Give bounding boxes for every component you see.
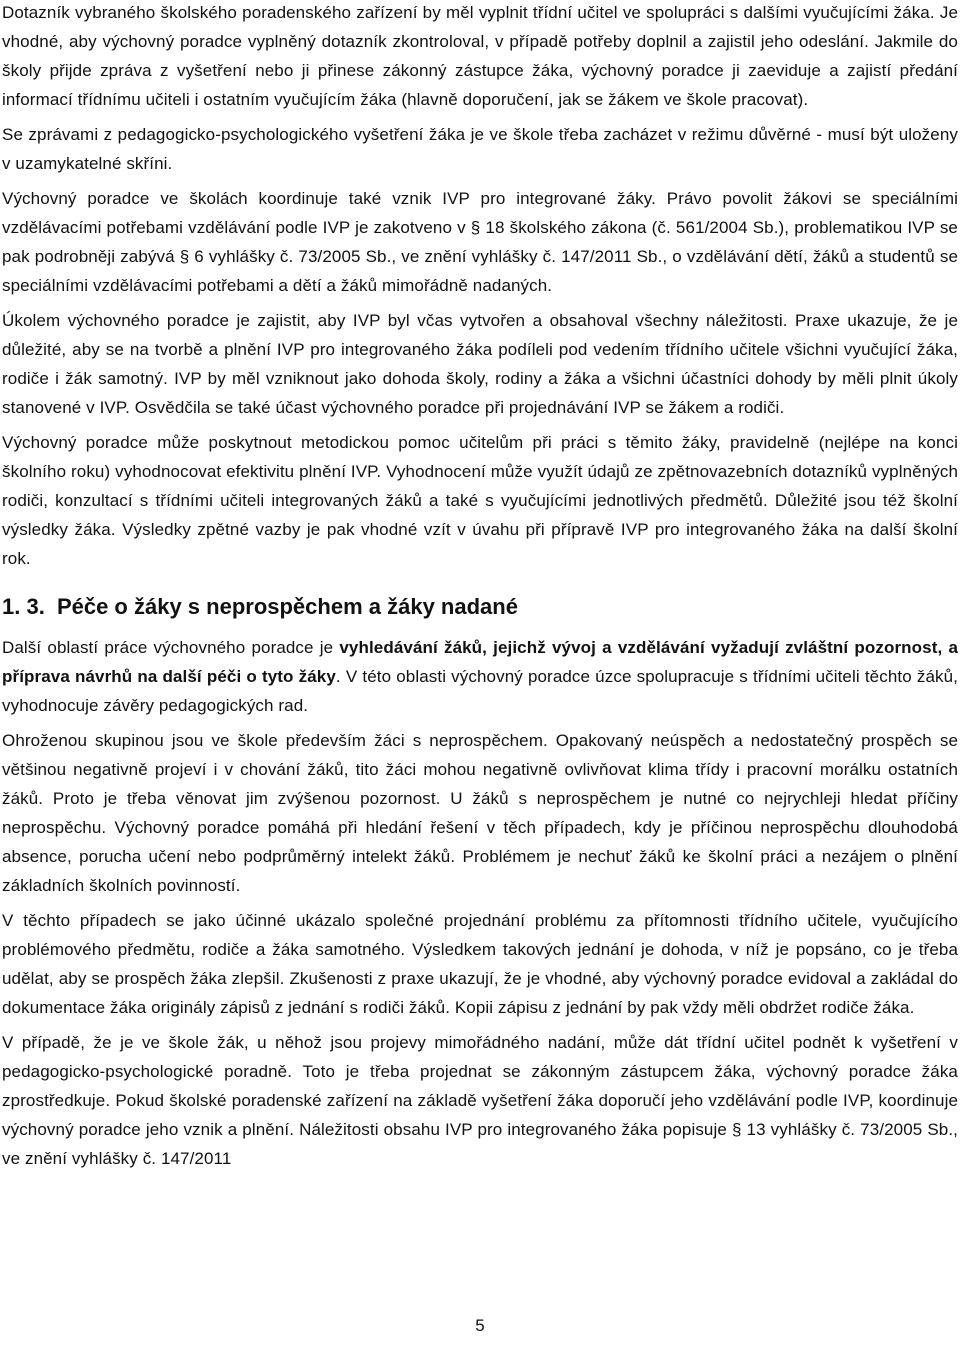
- page-number: 5: [475, 1316, 485, 1335]
- intro-bold-text: vyhledávání žáků, jejichž vývoj a vzdělávání vyžadují zvláštní pozornost, a příprava návrhů na další péči o tyto žáky: [2, 638, 958, 686]
- paragraph: Úkolem výchovného poradce je zajistit, aby IVP byl včas vytvořen a obsahoval všechny náležitosti. Praxe ukazuje, že je důležité, aby se na tvorbě a plnění IVP pro integrovaného žáka podíleli pod vedením třídního učitele všichni vyučující žáka, rodiče i žák samotný. IVP by měl vzniknout jako dohoda školy, rodiny a žáka a všichni účastníci dohody by měli plnit úkoly stanovené v IVP. Osvědčila se také účast výchovného poradce při projednávání IVP se žákem a rodiči.: [2, 311, 958, 417]
- intro-tail-text: . V této oblasti výchovný poradce úzce spolupracuje s třídními učiteli těchto žáků, vyhodnocuje závěry pedagogických rad.: [2, 667, 958, 715]
- section-heading: [2, 591, 958, 623]
- paragraph: V těchto případech se jako účinné ukázalo společné projednání problému za přítomnosti třídního učitele, vyučujícího problémového předmětu, rodiče a žáka samotného. Výsledkem takových jednání je dohoda, v níž je popsáno, co je třeba udělat, aby se prospěch žáka zlepšil. Zkušenosti z praxe ukazují, že je vhodné, aby výchovný poradce evidoval a zakládal do dokumentace žáka originály zápisů z jednání s rodiči žáků. Kopii zápisu z jednání by pak vždy měli obdržet rodiče žáka.: [2, 911, 958, 1017]
- paragraph: Ohroženou skupinou jsou ve škole především žáci s neprospěchem. Opakovaný neúspěch a nedostatečný prospěch se většinou negativně projeví i v chování žáků, tito žáci mohou negativně ovlivňovat klima třídy i pracovní morálku ostatních žáků. Proto je třeba věnovat jim zvýšenou pozornost. U žáků s neprospěchem je nutné co nejrychleji hledat příčiny neprospěchu. Výchovný poradce pomáhá při hledání řešení v těch případech, kdy je příčinou neprospěchu dlouhodobá absence, porucha učení nebo podprůměrný intelekt žáků. Problémem je nechuť žáků ke školní práci a nezájem o plnění základních školních povinností.: [2, 731, 958, 895]
- section-number: 1. 3.: [2, 594, 45, 619]
- section-title: Péče o žáky s neprospěchem a žáky nadané: [56, 594, 518, 619]
- paragraph: Dotazník vybraného školského poradenského zařízení by měl vyplnit třídní učitel ve spolupráci s dalšími vyučujícími žáka. Je vhodné, aby výchovný poradce vyplněný dotazník zkontroloval, v případě potřeby doplnil a zajistil jeho odeslání. Jakmile do školy přijde zpráva z vyšetření nebo ji přinese zákonný zástupce žáka, výchovný poradce ji zaeviduje a zajistí předání informací třídnímu učiteli i ostatním vyučujícím žáka (hlavně doporučení, jak se žákem ve škole pracovat).: [2, 3, 958, 109]
- paragraph: Výchovný poradce může poskytnout metodickou pomoc učitelům při práci s těmito žáky, pravidelně (nejlépe na konci školního roku) vyhodnocovat efektivitu plnění IVP. Vyhodnocení může využít údajů ze zpětnovazebních dotazníků vyplněných rodiči, konzultací s třídními učiteli integrovaných žáků a také s vyučujícími jednotlivých předmětů. Důležité jsou též školní výsledky žáka. Výsledky zpětné vazby je pak vhodné vzít v úvahu při přípravě IVP pro integrovaného žáka na další školní rok.: [2, 433, 958, 568]
- intro-lead-text: Další oblastí práce výchovného poradce je: [2, 638, 340, 657]
- page-content: [2, 0, 958, 1179]
- paragraph: V případě, že je ve škole žák, u něhož jsou projevy mimořádného nadání, může dát třídní učitel podnět k vyšetření v pedagogicko-psychologické poradně. Toto je třeba projednat se zákonným zástupcem žáka, výchovný poradce žáka zprostředkuje. Pokud školské poradenské zařízení na základě vyšetření žáka doporučí jeho vzdělávání podle IVP, koordinuje výchovný poradce jeho vznik a plnění. Náležitosti obsahu IVP pro integrovaného žáka popisuje § 13 vyhlášky č. 73/2005 Sb., ve znění vyhlášky č. 147/2011: [2, 1033, 958, 1168]
- paragraph: Výchovný poradce ve školách koordinuje také vznik IVP pro integrované žáky. Právo povolit žákovi se speciálními vzdělávacími potřebami vzdělávání podle IVP je zakotveno v § 18 školského zákona (č. 561/2004 Sb.), problematikou IVP se pak podrobněji zabývá § 6 vyhlášky č. 73/2005 Sb., ve znění vyhlášky č. 147/2011 Sb., o vzdělávání dětí, žáků a studentů se speciálními vzdělávacími potřebami a dětí a žáků mimořádně nadaných.: [2, 189, 958, 295]
- paragraph: Se zprávami z pedagogicko-psychologického vyšetření žáka je ve škole třeba zacházet v režimu důvěrné - musí být uloženy v uzamykatelné skříni.: [2, 125, 958, 173]
- section-intro-paragraph: [2, 633, 958, 720]
